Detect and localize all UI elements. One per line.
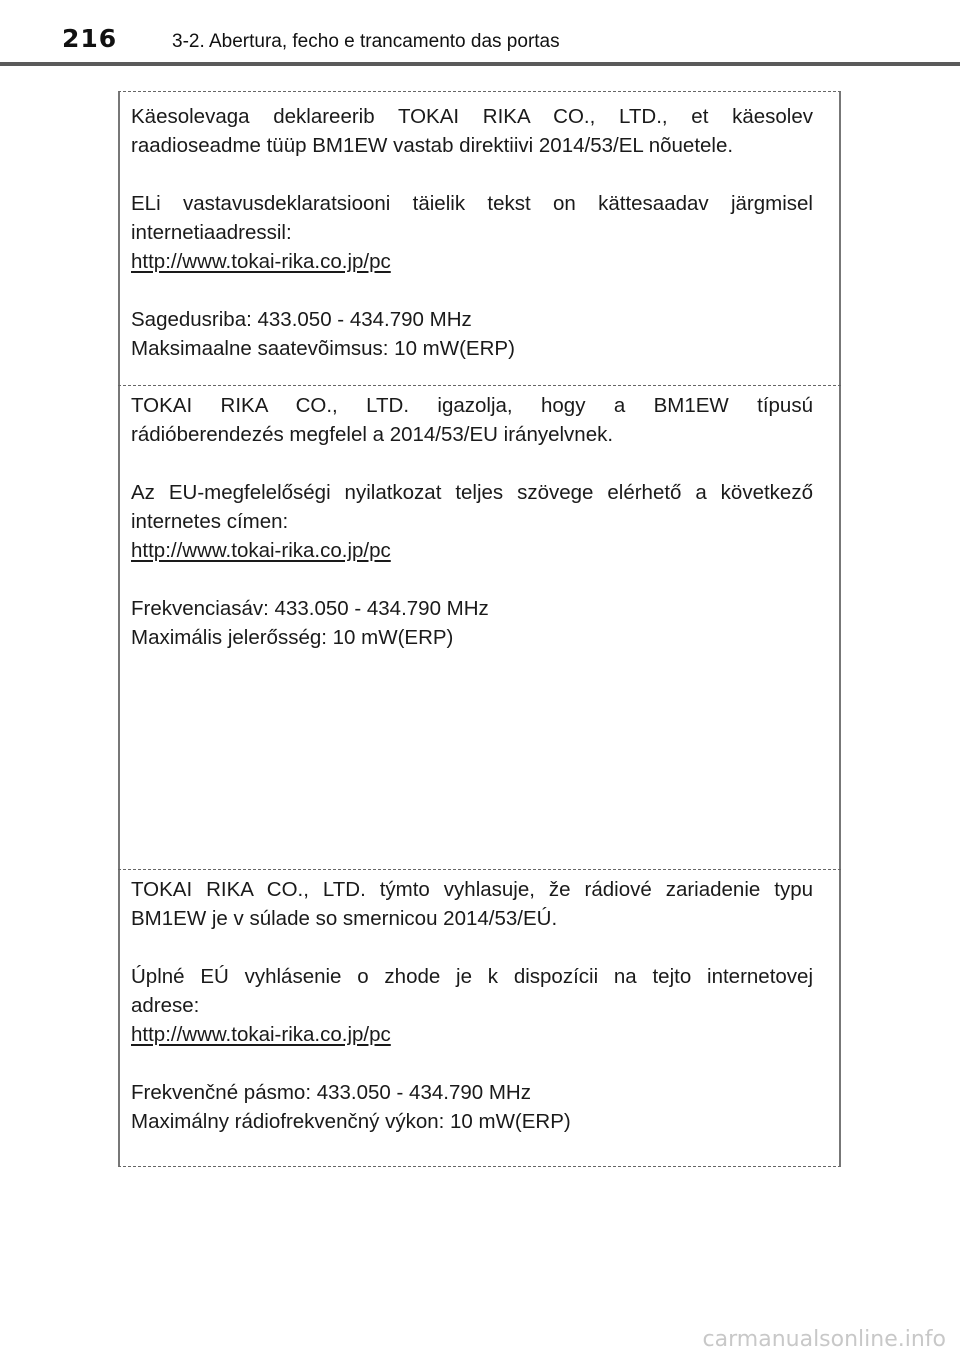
declaration-estonian (131, 102, 813, 363)
declaration-line: internetes címen: (131, 510, 289, 533)
declaration-line: TOKAI RIKA CO., LTD. týmto vyhlasuje, že rádiové zariadenie typu (131, 878, 813, 901)
watermark: carmanualsonline.info (702, 1327, 946, 1352)
declaration-line: adrese: (131, 994, 200, 1017)
max-power: Maximálny rádiofrekvenčný výkon: 10 mW(ERP) (131, 1110, 571, 1133)
declaration-link[interactable]: http://www.tokai-rika.co.jp/pc (131, 250, 391, 273)
max-power: Maksimaalne saatevõimsus: 10 mW(ERP) (131, 337, 515, 360)
declaration-line: Käesolevaga deklareerib TOKAI RIKA CO., LTD., et käesolev (131, 105, 813, 128)
frequency-band: Frekvenčné pásmo: 433.050 - 434.790 MHz (131, 1081, 531, 1104)
page-header (0, 0, 960, 66)
section-divider (118, 869, 841, 870)
max-power: Maximális jelerősség: 10 mW(ERP) (131, 626, 454, 649)
header-rule (0, 62, 960, 66)
declaration-line: BM1EW je v súlade so smernicou 2014/53/EÚ. (131, 907, 558, 930)
frequency-band: Frekvenciasáv: 433.050 - 434.790 MHz (131, 597, 489, 620)
section-title: 3-2. Abertura, fecho e trancamento das portas (172, 31, 560, 52)
declaration-line: Az EU-megfelelőségi nyilatkozat teljes szövege elérhető a következő (131, 481, 813, 504)
declaration-line: TOKAI RIKA CO., LTD. igazolja, hogy a BM1EW típusú (131, 394, 813, 417)
frequency-band: Sagedusriba: 433.050 - 434.790 MHz (131, 308, 472, 331)
declaration-line: Úplné EÚ vyhlásenie o zhode je k dispozícii na tejto internetovej (131, 965, 813, 988)
section-divider (118, 385, 841, 386)
declaration-line: internetiaadressil: (131, 221, 292, 244)
declaration-slovak (131, 875, 813, 1136)
declaration-line: raadioseadme tüüp BM1EW vastab direktiivi 2014/53/EL nõuetele. (131, 134, 734, 157)
declaration-link[interactable]: http://www.tokai-rika.co.jp/pc (131, 539, 391, 562)
declaration-link[interactable]: http://www.tokai-rika.co.jp/pc (131, 1023, 391, 1046)
declaration-hungarian (131, 391, 813, 652)
page-number: 216 (62, 24, 118, 53)
declaration-line: ELi vastavusdeklaratsiooni täielik tekst on kättesaadav järgmisel (131, 192, 813, 215)
declaration-line: rádióberendezés megfelel a 2014/53/EU irányelvnek. (131, 423, 614, 446)
